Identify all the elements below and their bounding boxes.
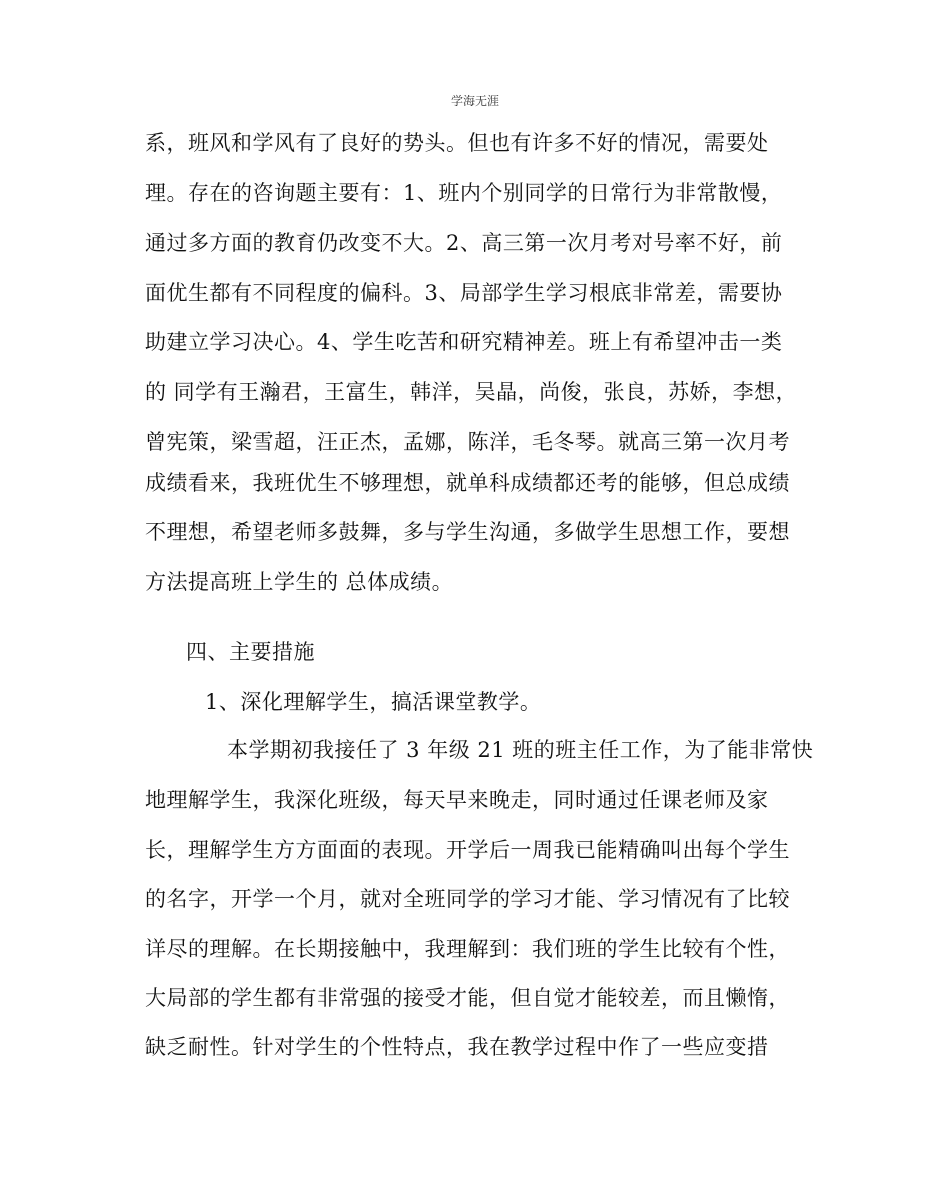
page-header: 学海无涯 — [450, 94, 499, 108]
text-line: 成绩看来，我班优生不够理想，就单科成绩都还考的能够，但总成绩 — [145, 471, 790, 495]
text-line: 的名字，开学一个月，就对全班同学的学习才能、学习情况有了比较 — [145, 887, 790, 911]
text-line: 助建立学习决心。4、学生吃苦和研究精神差。班上有希望冲击一类 — [145, 330, 783, 354]
text-line: 大局部的学生都有非常强的接受才能，但自觉才能较差，而且懒惰， — [145, 986, 790, 1010]
text-line: 不理想，希望老师多鼓舞，多与学生沟通，多做学生思想工作，要想 — [145, 520, 790, 544]
text-line: 缺乏耐性。针对学生的个性特点，我在教学过程中作了一些应变措 — [145, 1035, 769, 1059]
subsection-heading: 1、深化理解学生，搞活课堂教学。 — [205, 690, 542, 714]
section-heading: 四、主要措施 — [186, 640, 315, 664]
text-line: 曾宪策，梁雪超，汪正杰，孟娜，陈洋，毛冬琴。就高三第一次月考 — [145, 430, 790, 454]
text-line: 本学期初我接任了 3 年级 21 班的班主任工作，为了能非常快 — [227, 738, 814, 762]
text-line: 详尽的理解。在长期接触中，我理解到：我们班的学生比较有个性， — [145, 937, 790, 961]
text-line: 地理解学生，我深化班级，每天早来晚走，同时通过任课老师及家 — [145, 788, 769, 812]
text-line: 方法提高班上学生的 总体成绩。 — [145, 570, 454, 594]
text-line: 系，班风和学风有了良好的势头。但也有许多不好的情况，需要处 — [145, 131, 769, 155]
text-line: 的 同学有王瀚君，王富生，韩洋，吴晶，尚俊，张良，苏娇，李想， — [145, 380, 798, 404]
text-line: 理。存在的咨询题主要有：1、班内个别同学的日常行为非常散慢， — [145, 181, 783, 205]
text-line: 长，理解学生方方面面的表现。开学后一周我已能精确叫出每个学生 — [145, 838, 790, 862]
text-line: 面优生都有不同程度的偏科。3、局部学生学习根底非常差，需要协 — [145, 281, 783, 305]
text-line: 通过多方面的教育仍改变不大。2、高三第一次月考对号率不好，前 — [145, 231, 783, 255]
